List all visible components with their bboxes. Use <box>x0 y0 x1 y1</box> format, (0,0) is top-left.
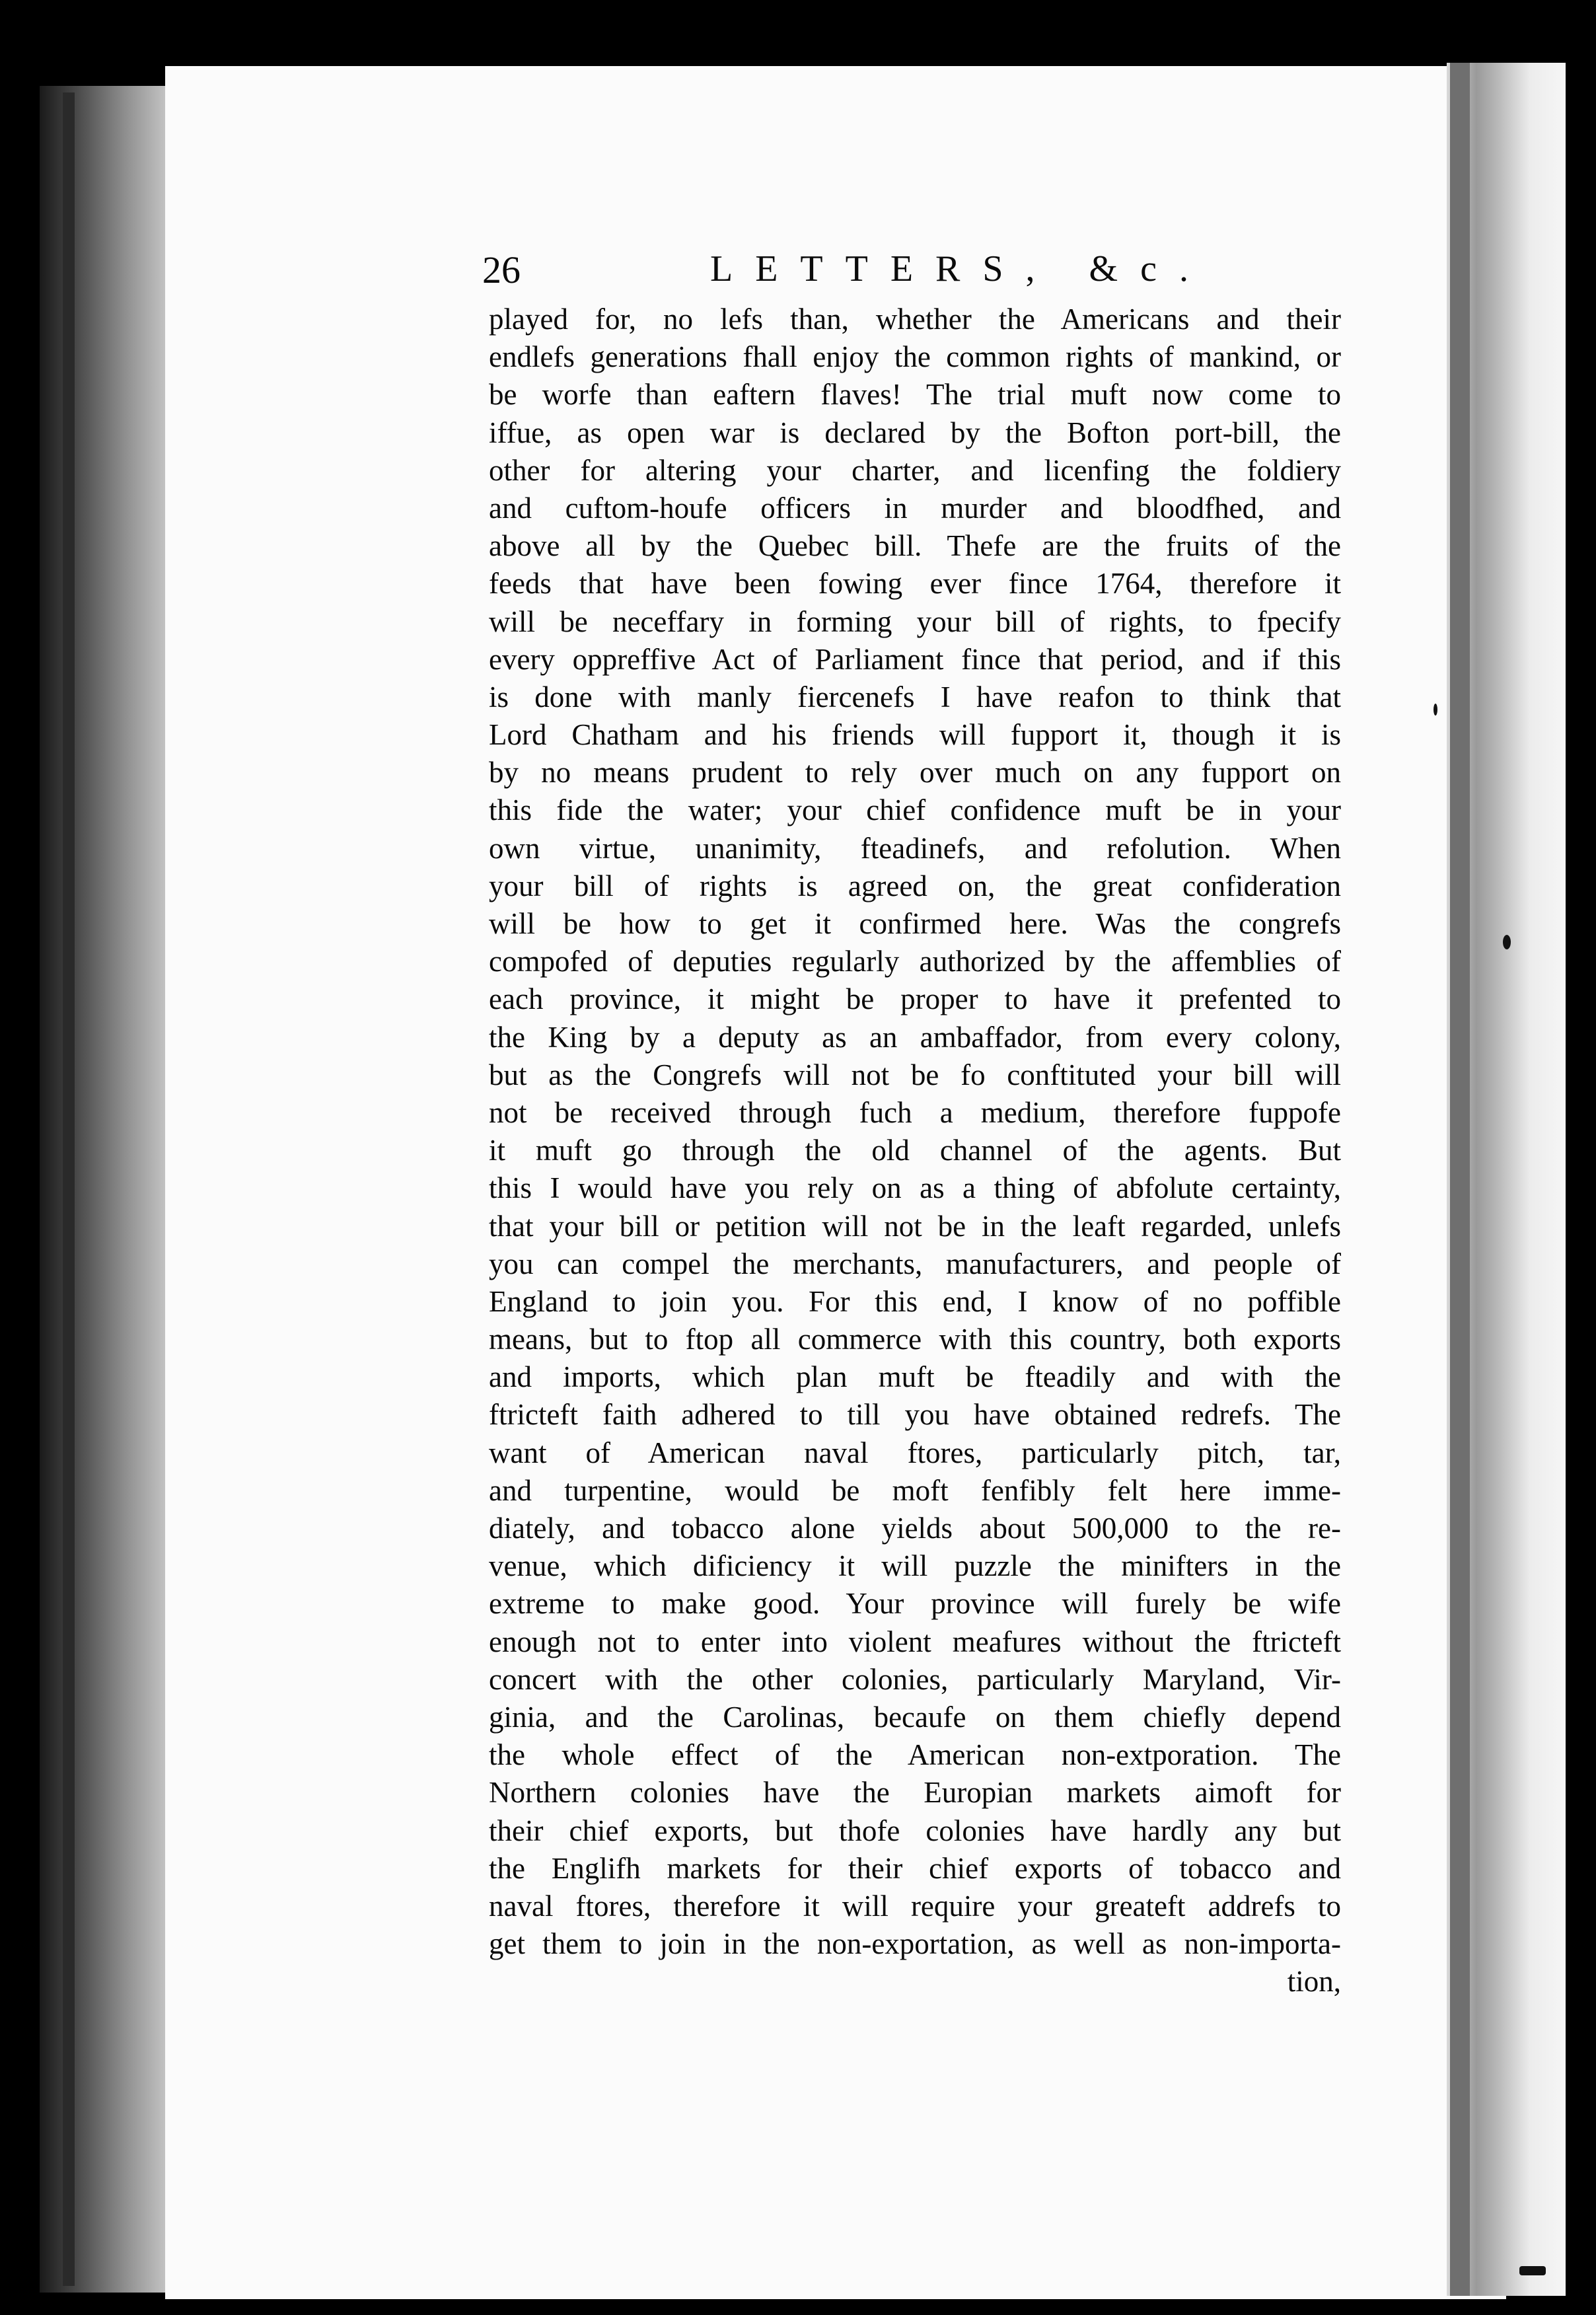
text-line: their chief exports, but thofe colonies have hardly any but <box>489 1814 1341 1847</box>
text-line: the Englifh markets for their chief exports of tobacco and <box>489 1851 1341 1885</box>
page-header <box>482 248 1328 301</box>
text-line: England to join you. For this end, I know of no poffible <box>489 1284 1341 1318</box>
text-line: by no means prudent to rely over much on any fupport on <box>489 756 1341 790</box>
book-spine-shadow <box>63 92 75 2286</box>
text-line: endlefs generations fhall enjoy the common rights of mankind, or <box>489 340 1341 374</box>
text-line: own virtue, unanimity, fteadinefs, and refolution. When <box>489 831 1341 865</box>
text-line: this I would have you rely on as a thing of abfolute certainty, <box>489 1171 1341 1205</box>
text-line: be worfe than eaftern flaves! The trial muft now come to <box>489 378 1341 412</box>
text-line: played for, no lefs than, whether the Americans and their <box>489 303 1341 336</box>
text-line: feeds that have been fowing ever fince 1764, therefore it <box>489 567 1341 601</box>
text-line: want of American naval ftores, particularly pitch, tar, <box>489 1436 1341 1469</box>
text-line: is done with manly fiercenefs I have reafon to think that <box>489 680 1341 714</box>
text-line: concert with the other colonies, particularly Maryland, Vir- <box>489 1662 1341 1696</box>
text-line: will be neceffary in forming your bill of rights, to fpecify <box>489 605 1341 638</box>
text-line: not be received through fuch a medium, therefore fuppofe <box>489 1095 1341 1129</box>
text-line: get them to join in the non-exportation, as well as non-importa- <box>489 1927 1341 1961</box>
text-line: each province, it might be proper to have it prefented to <box>489 982 1341 1016</box>
scan-speck <box>1433 704 1437 716</box>
text-line: every oppreffive Act of Parliament fince that period, and if this <box>489 642 1341 676</box>
text-line: venue, which dificiency it will puzzle the minifters in the <box>489 1549 1341 1583</box>
text-line: other for altering your charter, and licenfing the foldiery <box>489 453 1341 487</box>
text-line: Lord Chatham and his friends will fupport it, though it is <box>489 718 1341 752</box>
scan-speck <box>1503 935 1511 949</box>
text-line: and imports, which plan muft be fteadily and with the <box>489 1360 1341 1394</box>
text-line: naval ftores, therefore it will require your greateft addrefs to <box>489 1889 1341 1923</box>
text-line: that your bill or petition will not be in the leaft regarded, unlefs <box>489 1209 1341 1243</box>
text-line: compofed of deputies regularly authorized by the affemblies of <box>489 945 1341 978</box>
right-page-gutter-shadow <box>1450 63 1470 2296</box>
text-line: diately, and tobacco alone yields about 500,000 to the re- <box>489 1512 1341 1545</box>
running-head: LETTERS, &c. <box>710 248 1211 289</box>
text-line: the whole effect of the American non-extporation. The <box>489 1738 1341 1772</box>
text-line: means, but to ftop all commerce with this country, both exports <box>489 1323 1341 1356</box>
text-line: the King by a deputy as an ambaffador, from every colony, <box>489 1020 1341 1054</box>
text-line: enough not to enter into violent meafures without the ftricteft <box>489 1625 1341 1658</box>
text-line: and cuftom-houfe officers in murder and bloodfhed, and <box>489 491 1341 525</box>
text-line: ftricteft faith adhered to till you have obtained redrefs. The <box>489 1398 1341 1432</box>
text-line: above all by the Quebec bill. Thefe are the fruits of the <box>489 529 1341 563</box>
body-text <box>489 301 1341 2001</box>
page-number: 26 <box>482 248 521 291</box>
text-line: ginia, and the Carolinas, becaufe on them chiefly depend <box>489 1700 1341 1734</box>
text-line: your bill of rights is agreed on, the great confideration <box>489 869 1341 902</box>
text-line: will be how to get it confirmed here. Was the congrefs <box>489 907 1341 940</box>
scan-speck <box>1519 2266 1546 2275</box>
text-line: you can compel the merchants, manufacturers, and people of <box>489 1247 1341 1280</box>
text-line: tion, <box>1287 1965 1341 1999</box>
text-line: Northern colonies have the Europian markets aimoft for <box>489 1776 1341 1810</box>
text-line: it muft go through the old channel of the agents. But <box>489 1134 1341 1167</box>
text-line: and turpentine, would be moft fenfibly felt here imme- <box>489 1473 1341 1507</box>
text-line: but as the Congrefs will not be fo conftituted your bill will <box>489 1058 1341 1091</box>
text-line: extreme to make good. Your province will furely be wife <box>489 1587 1341 1621</box>
text-line: this fide the water; your chief confidence muft be in your <box>489 793 1341 827</box>
text-line: iffue, as open war is declared by the Bofton port-bill, the <box>489 416 1341 449</box>
